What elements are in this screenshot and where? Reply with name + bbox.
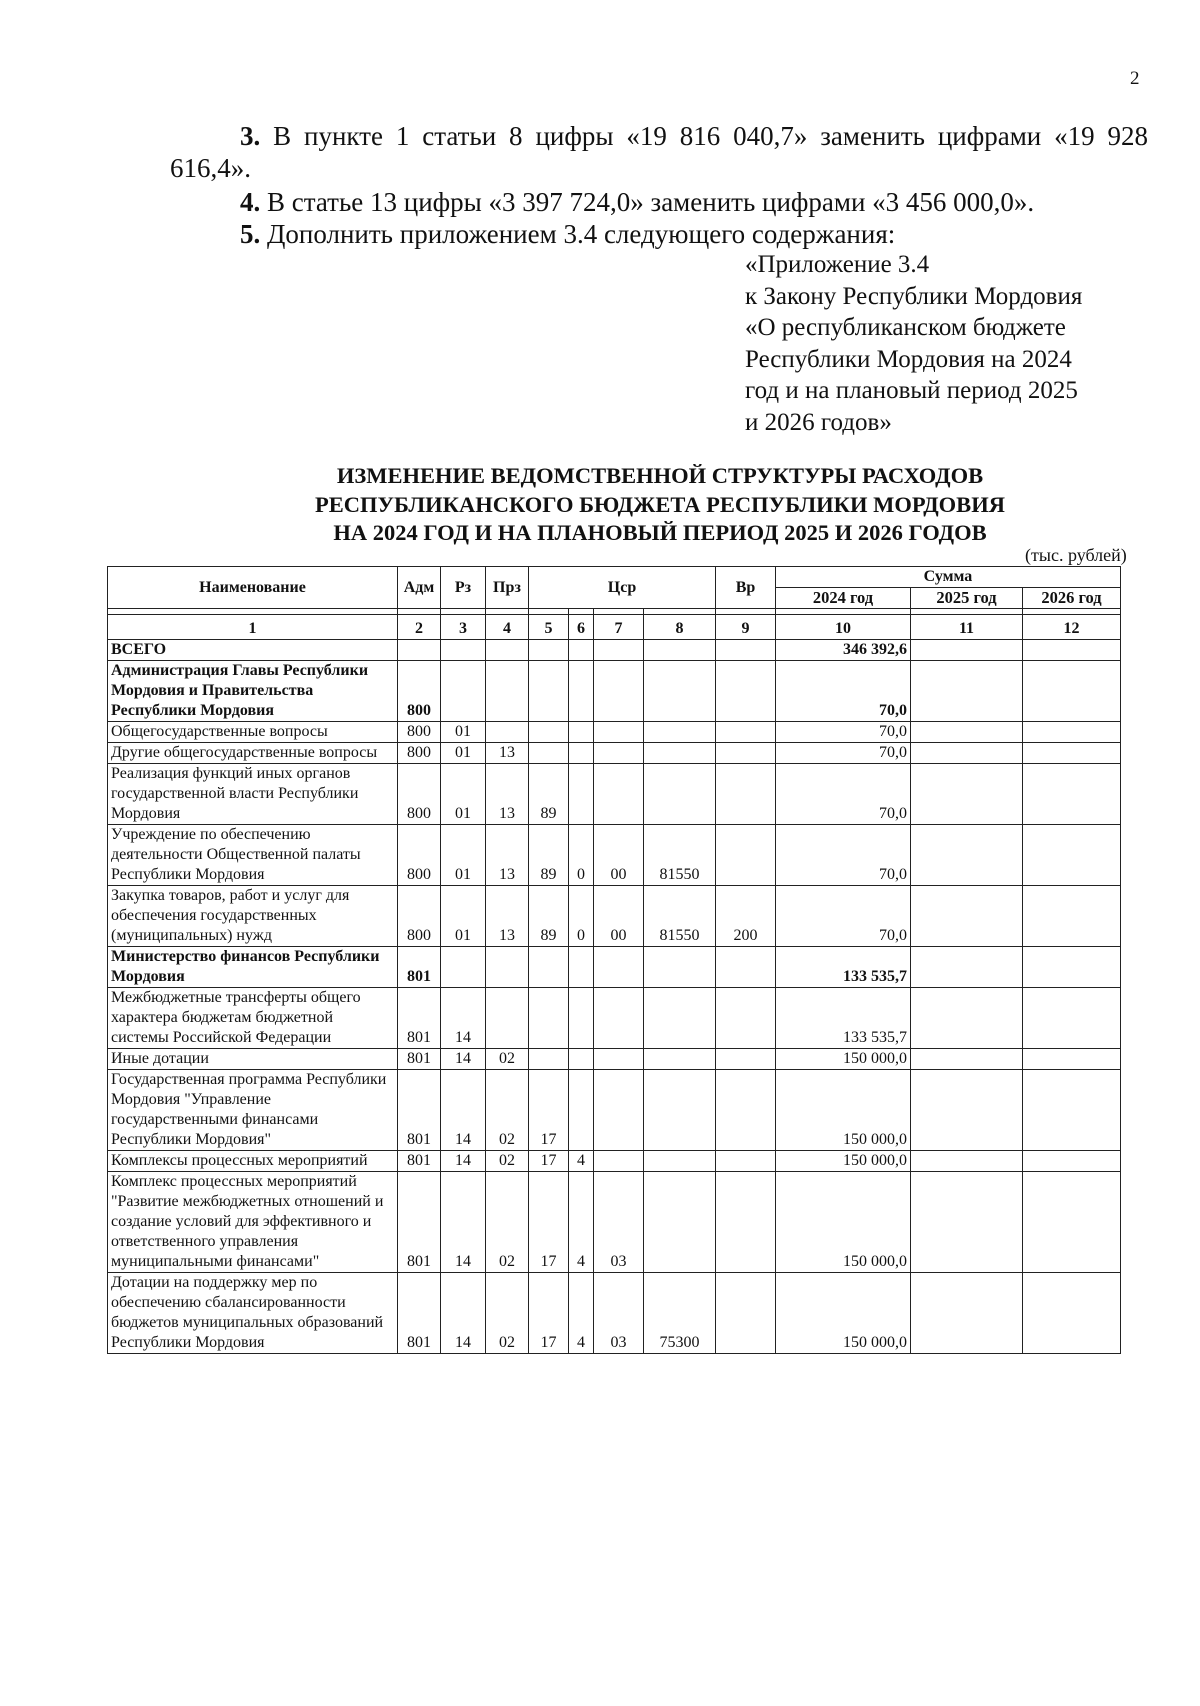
row-sum-2025-cell (911, 661, 1023, 722)
row-csr-direction-cell (644, 722, 716, 743)
row-vr-cell (716, 947, 776, 988)
row-adm-cell: 801 (398, 1049, 441, 1070)
paragraph-4-text: В статье 13 цифры «3 397 724,0» заменить цифрами «3 456 000,0». (267, 187, 1035, 217)
row-name-cell: Реализация функций иных органов государственной власти Республики Мордовия (108, 764, 398, 825)
row-prz-cell: 02 (486, 1151, 529, 1172)
row-vr-cell (716, 1070, 776, 1151)
paragraph-3-text: В пункте 1 статьи 8 цифры «19 816 040,7» заменить цифрами «19 928 616,4». (170, 121, 1149, 183)
row-sum-2024-cell: 70,0 (776, 743, 911, 764)
row-prz-cell (486, 988, 529, 1049)
title-line: РЕСПУБЛИКАНСКОГО БЮДЖЕТА РЕСПУБЛИКИ МОРДОВИЯ (315, 491, 1005, 517)
table-row (108, 988, 1121, 1049)
row-csr-type-cell (569, 947, 594, 988)
row-sum-2025-cell (911, 1151, 1023, 1172)
row-csr-program-cell: 17 (529, 1151, 569, 1172)
row-vr-cell: 200 (716, 886, 776, 947)
table-row (108, 886, 1121, 947)
row-sum-2026-cell (1023, 1151, 1121, 1172)
row-sum-2024-cell: 150 000,0 (776, 1049, 911, 1070)
row-sum-2025-cell (911, 640, 1023, 661)
row-csr-program-cell: 89 (529, 825, 569, 886)
row-vr-cell (716, 743, 776, 764)
row-sum-2026-cell (1023, 743, 1121, 764)
row-sum-2024-cell: 346 392,6 (776, 640, 911, 661)
row-adm-cell: 800 (398, 825, 441, 886)
row-csr-sub-cell (594, 764, 644, 825)
row-adm-cell: 800 (398, 886, 441, 947)
row-csr-program-cell (529, 947, 569, 988)
row-prz-cell: 02 (486, 1172, 529, 1273)
row-adm-cell: 801 (398, 1070, 441, 1151)
appendix-line: «О республиканском бюджете (745, 314, 1066, 341)
row-sum-2025-cell (911, 1049, 1023, 1070)
budget-table (107, 566, 1121, 1354)
row-csr-direction-cell: 75300 (644, 1273, 716, 1354)
row-csr-program-cell (529, 988, 569, 1049)
row-sum-2026-cell (1023, 1049, 1121, 1070)
row-name-cell: Межбюджетные трансферты общего характера бюджетам бюджетной системы Российской Федерации (108, 988, 398, 1049)
row-sum-2025-cell (911, 764, 1023, 825)
column-number: 5 (529, 615, 569, 640)
row-sum-2024-cell: 150 000,0 (776, 1172, 911, 1273)
row-csr-sub-cell (594, 640, 644, 661)
row-sum-2024-cell: 150 000,0 (776, 1070, 911, 1151)
row-sum-2025-cell (911, 825, 1023, 886)
row-vr-cell (716, 1151, 776, 1172)
row-vr-cell (716, 722, 776, 743)
paragraph-4-number: 4. (240, 187, 261, 217)
row-csr-sub-cell (594, 1151, 644, 1172)
row-name-cell: Министерство финансов Республики Мордовия (108, 947, 398, 988)
row-csr-type-cell (569, 764, 594, 825)
row-prz-cell (486, 722, 529, 743)
appendix-line: «Приложение 3.4 (745, 251, 930, 278)
row-sum-2026-cell (1023, 1070, 1121, 1151)
row-csr-sub-cell (594, 661, 644, 722)
row-csr-direction-cell (644, 988, 716, 1049)
row-sum-2024-cell: 70,0 (776, 722, 911, 743)
row-name-cell: Дотации на поддержку мер по обеспечению сбалансированности бюджетов муниципальных образований Республики Мордовия (108, 1273, 398, 1354)
row-adm-cell: 800 (398, 764, 441, 825)
table-row (108, 1172, 1121, 1273)
column-number: 1 (108, 615, 398, 640)
row-csr-sub-cell: 00 (594, 886, 644, 947)
row-csr-program-cell (529, 661, 569, 722)
row-sum-2025-cell (911, 722, 1023, 743)
row-sum-2025-cell (911, 743, 1023, 764)
row-sum-2026-cell (1023, 640, 1121, 661)
appendix-line: Республики Мордовия на 2024 (745, 345, 1072, 373)
row-csr-sub-cell (594, 1070, 644, 1151)
table-row (108, 722, 1121, 743)
table-row (108, 640, 1121, 661)
row-csr-direction-cell: 81550 (644, 886, 716, 947)
row-name-cell: Учреждение по обеспечению деятельности Общественной палаты Республики Мордовия (108, 825, 398, 886)
header-prz: Прз (486, 567, 529, 609)
row-name-cell: Комплекс процессных мероприятий "Развитие межбюджетных отношений и создание условий для эффективного и ответственного управления муниципальными финансами" (108, 1172, 398, 1273)
row-csr-direction-cell (644, 743, 716, 764)
column-number: 9 (716, 615, 776, 640)
row-sum-2024-cell: 70,0 (776, 825, 911, 886)
row-sum-2026-cell (1023, 988, 1121, 1049)
row-adm-cell (398, 640, 441, 661)
row-csr-type-cell (569, 1070, 594, 1151)
row-adm-cell: 800 (398, 722, 441, 743)
row-sum-2024-cell: 70,0 (776, 764, 911, 825)
row-csr-direction-cell (644, 640, 716, 661)
row-rz-cell: 01 (441, 825, 486, 886)
row-csr-direction-cell: 81550 (644, 825, 716, 886)
paragraph-3-number: 3. (240, 121, 261, 151)
row-sum-2025-cell (911, 988, 1023, 1049)
row-csr-program-cell: 89 (529, 764, 569, 825)
row-vr-cell (716, 764, 776, 825)
row-name-cell: Государственная программа Республики Мордовия "Управление государственными финансами Республики Мордовия" (108, 1070, 398, 1151)
paragraph-4 (240, 186, 1034, 218)
row-csr-type-cell (569, 661, 594, 722)
row-csr-direction-cell (644, 1070, 716, 1151)
row-csr-program-cell: 89 (529, 886, 569, 947)
row-sum-2026-cell (1023, 764, 1121, 825)
header-2025: 2025 год (911, 588, 1023, 609)
row-rz-cell: 01 (441, 764, 486, 825)
row-csr-type-cell (569, 1049, 594, 1070)
row-csr-direction-cell (644, 764, 716, 825)
row-prz-cell: 13 (486, 743, 529, 764)
row-sum-2026-cell (1023, 661, 1121, 722)
row-prz-cell: 02 (486, 1273, 529, 1354)
paragraph-5-number: 5. (240, 219, 261, 249)
header-sum: Сумма (776, 567, 1121, 588)
row-sum-2024-cell: 133 535,7 (776, 988, 911, 1049)
row-csr-direction-cell (644, 947, 716, 988)
row-rz-cell: 14 (441, 1273, 486, 1354)
column-number: 4 (486, 615, 529, 640)
row-vr-cell (716, 825, 776, 886)
row-name-cell: Общегосударственные вопросы (108, 722, 398, 743)
row-rz-cell: 14 (441, 1070, 486, 1151)
table-row (108, 764, 1121, 825)
table-row (108, 947, 1121, 988)
header-2026: 2026 год (1023, 588, 1121, 609)
appendix-header (745, 249, 1082, 438)
row-csr-direction-cell (644, 661, 716, 722)
title-line: НА 2024 ГОД И НА ПЛАНОВЫЙ ПЕРИОД 2025 И 2026 ГОДОВ (333, 520, 987, 545)
row-csr-type-cell (569, 722, 594, 743)
row-sum-2026-cell (1023, 1273, 1121, 1354)
row-csr-sub-cell: 00 (594, 825, 644, 886)
appendix-line: и 2026 годов» (745, 408, 892, 436)
row-adm-cell: 801 (398, 1273, 441, 1354)
header-csr: Цср (529, 567, 716, 609)
row-name-cell: Администрация Главы Республики Мордовия и Правительства Республики Мордовия (108, 661, 398, 722)
table-row (108, 1070, 1121, 1151)
row-rz-cell (441, 640, 486, 661)
row-vr-cell (716, 661, 776, 722)
row-sum-2024-cell: 133 535,7 (776, 947, 911, 988)
appendix-line: год и на плановый период 2025 (745, 377, 1078, 404)
row-csr-sub-cell: 03 (594, 1273, 644, 1354)
row-csr-type-cell: 4 (569, 1273, 594, 1354)
paragraph-5-text: Дополнить приложением 3.4 следующего содержания: (267, 219, 896, 249)
row-name-cell: Иные дотации (108, 1049, 398, 1070)
row-adm-cell: 800 (398, 661, 441, 722)
row-vr-cell (716, 988, 776, 1049)
table-row (108, 825, 1121, 886)
row-prz-cell (486, 947, 529, 988)
row-adm-cell: 801 (398, 1151, 441, 1172)
row-csr-sub-cell (594, 1049, 644, 1070)
row-prz-cell: 13 (486, 886, 529, 947)
header-vr: Вр (716, 567, 776, 609)
page-number: 2 (1130, 68, 1140, 89)
row-prz-cell: 13 (486, 764, 529, 825)
row-sum-2026-cell (1023, 886, 1121, 947)
row-rz-cell: 14 (441, 1049, 486, 1070)
row-vr-cell (716, 640, 776, 661)
row-vr-cell (716, 1172, 776, 1273)
row-csr-program-cell: 17 (529, 1273, 569, 1354)
row-csr-program-cell (529, 640, 569, 661)
row-sum-2026-cell (1023, 825, 1121, 886)
row-sum-2024-cell: 70,0 (776, 886, 911, 947)
column-number: 2 (398, 615, 441, 640)
row-sum-2025-cell (911, 886, 1023, 947)
row-csr-sub-cell (594, 988, 644, 1049)
row-vr-cell (716, 1049, 776, 1070)
column-number-row (108, 615, 1121, 640)
table-row (108, 1049, 1121, 1070)
row-adm-cell: 801 (398, 988, 441, 1049)
row-name-cell: Другие общегосударственные вопросы (108, 743, 398, 764)
row-csr-direction-cell (644, 1049, 716, 1070)
row-rz-cell: 01 (441, 743, 486, 764)
column-number: 7 (594, 615, 644, 640)
row-prz-cell: 02 (486, 1070, 529, 1151)
table-row (108, 743, 1121, 764)
row-sum-2026-cell (1023, 722, 1121, 743)
table-row (108, 1151, 1121, 1172)
appendix-line: к Закону Республики Мордовия (745, 282, 1083, 310)
row-csr-type-cell (569, 640, 594, 661)
row-rz-cell: 14 (441, 988, 486, 1049)
row-csr-direction-cell (644, 1172, 716, 1273)
row-rz-cell (441, 947, 486, 988)
row-rz-cell: 01 (441, 886, 486, 947)
row-sum-2026-cell (1023, 1172, 1121, 1273)
column-number: 10 (776, 615, 911, 640)
row-rz-cell: 01 (441, 722, 486, 743)
row-sum-2025-cell (911, 1273, 1023, 1354)
column-number: 12 (1023, 615, 1121, 640)
row-name-cell: ВСЕГО (108, 640, 398, 661)
document-title (100, 462, 1200, 548)
row-csr-sub-cell (594, 722, 644, 743)
row-csr-type-cell: 4 (569, 1172, 594, 1273)
row-sum-2025-cell (911, 1070, 1023, 1151)
row-sum-2024-cell: 70,0 (776, 661, 911, 722)
row-csr-type-cell (569, 988, 594, 1049)
column-number: 3 (441, 615, 486, 640)
row-adm-cell: 801 (398, 1172, 441, 1273)
row-csr-program-cell: 17 (529, 1172, 569, 1273)
table-row (108, 661, 1121, 722)
units-label: (тыс. рублей) (1025, 545, 1127, 565)
row-sum-2026-cell (1023, 947, 1121, 988)
row-adm-cell: 800 (398, 743, 441, 764)
row-rz-cell: 14 (441, 1172, 486, 1273)
paragraph-5 (240, 218, 895, 250)
row-csr-sub-cell (594, 947, 644, 988)
title-line: ИЗМЕНЕНИЕ ВЕДОМСТВЕННОЙ СТРУКТУРЫ РАСХОДОВ (336, 463, 984, 488)
row-csr-type-cell: 0 (569, 886, 594, 947)
row-prz-cell (486, 640, 529, 661)
header-adm: Адм (398, 567, 441, 609)
row-csr-type-cell: 0 (569, 825, 594, 886)
row-vr-cell (716, 1273, 776, 1354)
column-number: 6 (569, 615, 594, 640)
row-name-cell: Комплексы процессных мероприятий (108, 1151, 398, 1172)
row-csr-program-cell: 17 (529, 1070, 569, 1151)
row-csr-program-cell (529, 743, 569, 764)
header-rz: Рз (441, 567, 486, 609)
row-csr-direction-cell (644, 1151, 716, 1172)
table-body (108, 609, 1121, 1354)
row-prz-cell: 02 (486, 1049, 529, 1070)
row-prz-cell (486, 661, 529, 722)
row-csr-type-cell: 4 (569, 1151, 594, 1172)
row-sum-2024-cell: 150 000,0 (776, 1151, 911, 1172)
row-adm-cell: 801 (398, 947, 441, 988)
row-csr-program-cell (529, 1049, 569, 1070)
row-rz-cell (441, 661, 486, 722)
row-prz-cell: 13 (486, 825, 529, 886)
row-csr-program-cell (529, 722, 569, 743)
row-sum-2025-cell (911, 947, 1023, 988)
header-name: Наименование (108, 567, 398, 609)
table-row (108, 1273, 1121, 1354)
row-csr-sub-cell: 03 (594, 1172, 644, 1273)
row-rz-cell: 14 (441, 1151, 486, 1172)
column-number: 8 (644, 615, 716, 640)
paragraph-3 (170, 120, 1148, 184)
column-number: 11 (911, 615, 1023, 640)
header-2024: 2024 год (776, 588, 911, 609)
row-sum-2025-cell (911, 1172, 1023, 1273)
row-csr-type-cell (569, 743, 594, 764)
row-sum-2024-cell: 150 000,0 (776, 1273, 911, 1354)
row-name-cell: Закупка товаров, работ и услуг для обеспечения государственных (муниципальных) нужд (108, 886, 398, 947)
row-csr-sub-cell (594, 743, 644, 764)
